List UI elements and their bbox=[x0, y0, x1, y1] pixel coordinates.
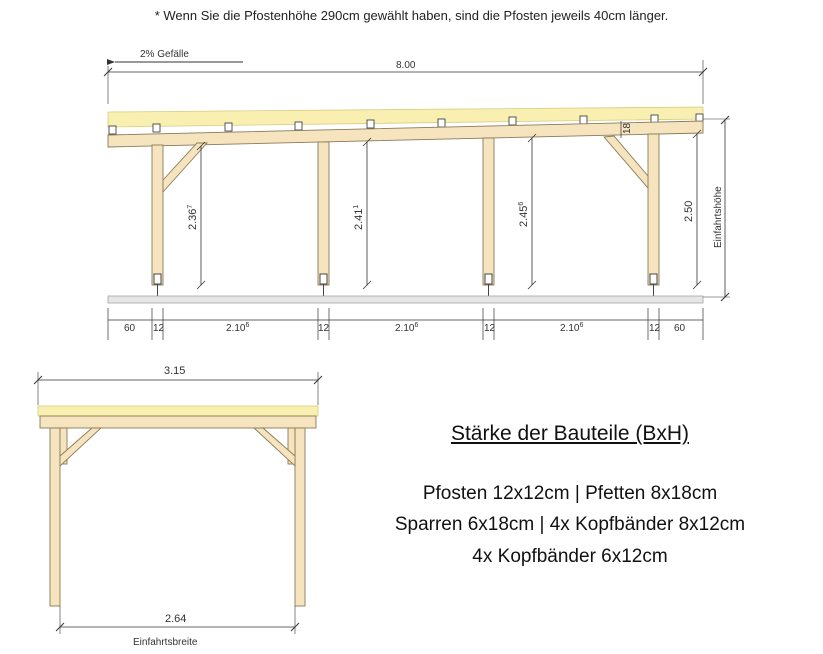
post-4 bbox=[648, 134, 659, 285]
dim-210-a: 2.10$^6$ bbox=[226, 322, 250, 334]
footnote: * Wenn Sie die Pfostenhöhe 290cm gewählt haben, sind die Pfosten jeweils 40cm länger. bbox=[154, 8, 669, 23]
post-3 bbox=[483, 138, 494, 285]
side-view bbox=[104, 49, 730, 340]
rafter-height-label: 18 bbox=[622, 122, 633, 134]
slope-label: 2% Gefälle bbox=[140, 49, 189, 60]
dim-60-left: 60 bbox=[124, 323, 136, 334]
post-anchors bbox=[154, 274, 657, 296]
ground-slab bbox=[108, 296, 703, 303]
post-height-3: 2.45$^6$ bbox=[518, 201, 530, 227]
post-2 bbox=[318, 142, 329, 285]
posts bbox=[152, 134, 659, 285]
front-roof bbox=[38, 406, 318, 416]
post-height-2: 2.41$^1$ bbox=[353, 204, 365, 230]
post-height-1: 2.36$^7$ bbox=[187, 204, 199, 230]
front-view bbox=[34, 365, 322, 648]
dim-12-c: 12 bbox=[484, 323, 496, 334]
legend-line-1: Pfosten 12x12cm | Pfetten 8x18cm bbox=[422, 483, 718, 504]
front-post-right bbox=[295, 428, 305, 606]
entry-height-label: Einfahrtshöhe bbox=[713, 186, 724, 248]
dim-210-c: 2.10$^6$ bbox=[560, 322, 584, 334]
legend-title: Stärke der Bauteile (BxH) bbox=[450, 422, 690, 445]
legend-line-2: Sparren 6x18cm | 4x Kopfbänder 8x12cm bbox=[394, 514, 746, 535]
dim-12-d: 12 bbox=[649, 323, 661, 334]
post-1 bbox=[152, 145, 163, 285]
total-length-label: 8.00 bbox=[396, 60, 416, 71]
legend-line-3: 4x Kopfbänder 6x12cm bbox=[472, 546, 668, 567]
front-beam bbox=[40, 416, 316, 428]
front-post-left bbox=[50, 428, 60, 606]
post-height-4: 2.50 bbox=[683, 200, 695, 222]
entry-width-label: Einfahrtsbreite bbox=[133, 637, 198, 648]
dim-12-a: 12 bbox=[153, 323, 165, 334]
dim-210-b: 2.10$^6$ bbox=[395, 322, 419, 334]
dim-60-right: 60 bbox=[674, 323, 686, 334]
entry-width-value: 2.64 bbox=[165, 613, 187, 625]
total-width-label: 3.15 bbox=[164, 365, 186, 377]
dim-12-b: 12 bbox=[318, 323, 330, 334]
